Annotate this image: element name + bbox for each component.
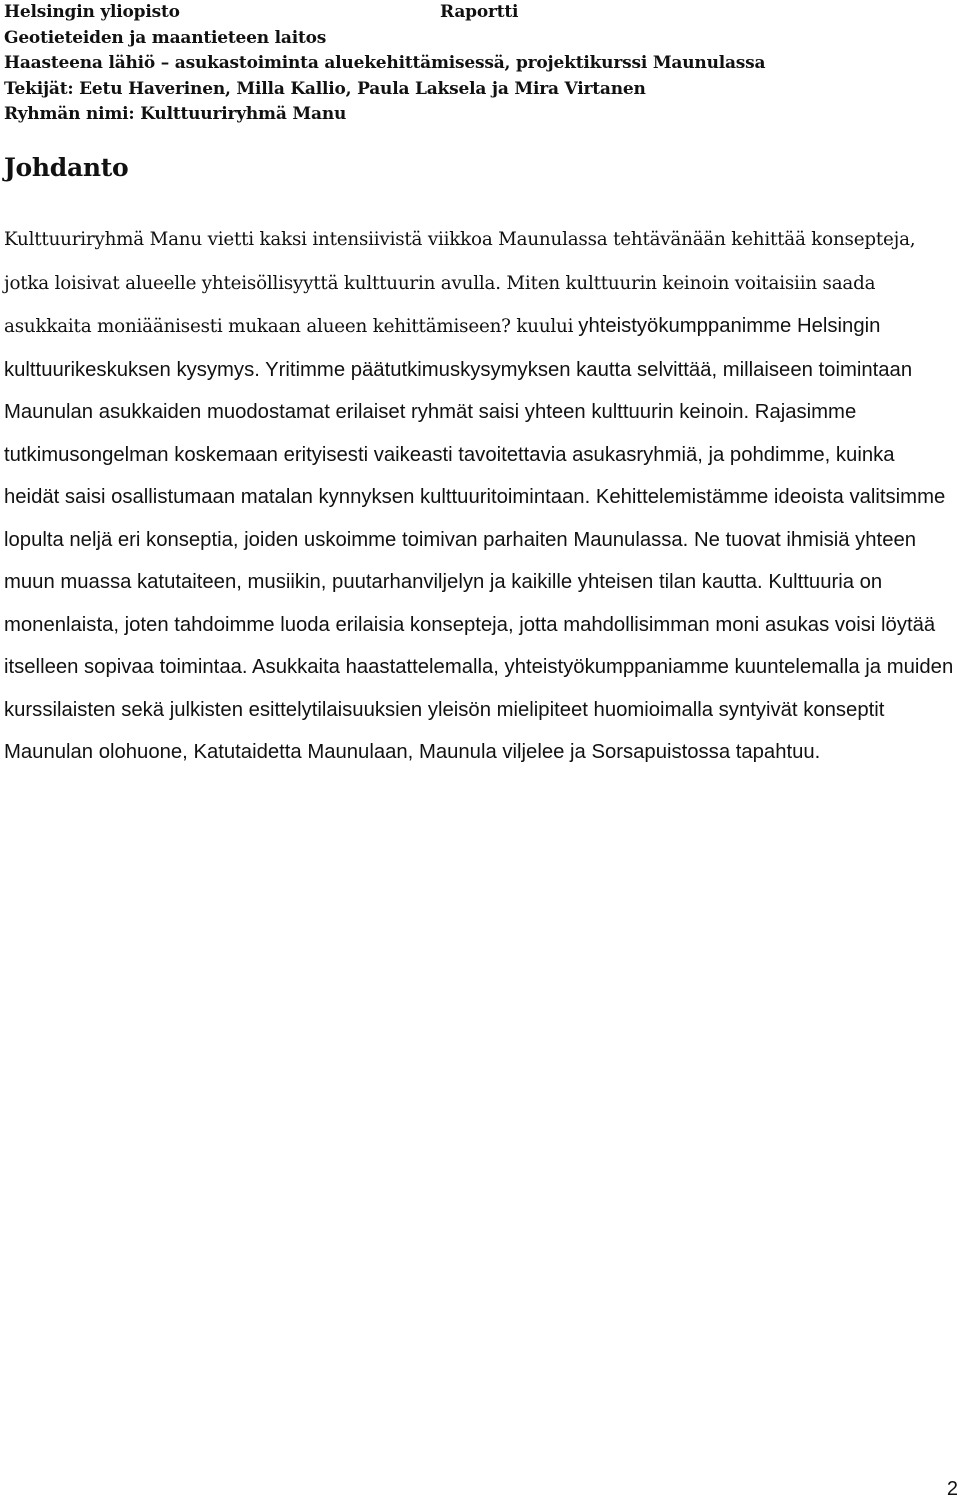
course-name: Haasteena lähiö – asukastoiminta aluekehittämisessä, projektikurssi Maunulassa [4,53,766,73]
page-number: 2 [946,1478,958,1500]
group-name: Ryhmän nimi: Kulttuuriryhmä Manu [4,104,347,124]
paragraph-part-2: yhteistyökumppanimme Helsingin kulttuurikeskuksen kysymys. Yritimme päätutkimuskysymyksen kautta selvittää, millaiseen toimintaan Maunulan asukkaiden muodostamat erilaiset ryhmät saisi yhteen kulttuurin keinoin. Rajasimme tutkimusongelman koskemaan erityisesti vaikeasti tavoitettavia asukasryhmiä, ja pohdimme, kuinka heidät saisi osallistumaan matalan kynnyksen kulttuuritoimintaan. Kehittelemistämme ideoista valitsimme lopulta neljä eri konseptia, joiden uskoimme toimivan parhaiten Maunulassa. Ne tuovat ihmisiä yhteen muun muassa katutaiteen, musiikin, puutarhanviljelyn ja kaikille yhteisen tilan kautta. Kulttuuria on monenlaista, joten tahdoimme luoda erilaisia konsepteja, jotta mahdollisimman moni asukas voisi löytää itselleen sopivaa toimintaa. Asukkaita haastattelemalla, yhteistyökumppaniamme kuuntelemalla ja muiden kurssilaisten sekä julkisten esittelytilaisuuksien yleisön mielipiteet huomioimalla syntyivät konseptit Maunulan olohuone, Katutaidetta Maunulaan, Maunula viljelee ja Sorsapuistossa tapahtuu. [4,315,954,763]
document-header [4,0,944,128]
university-name: Helsingin yliopisto [4,2,180,22]
section-title: Johdanto [4,153,129,182]
authors: Tekijät: Eetu Haverinen, Milla Kallio, Paula Laksela ja Mira Virtanen [4,78,646,99]
paragraph-part-1: Kulttuuriryhmä Manu vietti kaksi intensiivistä viikkoa Maunulassa tehtävänään kehittää konsepteja, jotka loisivat alueelle yhteisöllisyyttä kulttuurin avulla. Miten kulttuurin keinoin voitaisiin saada asukkaita moniäänisesti mukaan alueen kehittämiseen? kuului [4,229,916,337]
introduction-paragraph [4,218,954,774]
header-line-1 [4,0,944,26]
department-name: Geotieteiden ja maantieteen laitos [4,27,327,48]
report-label: Raportti [440,2,519,22]
